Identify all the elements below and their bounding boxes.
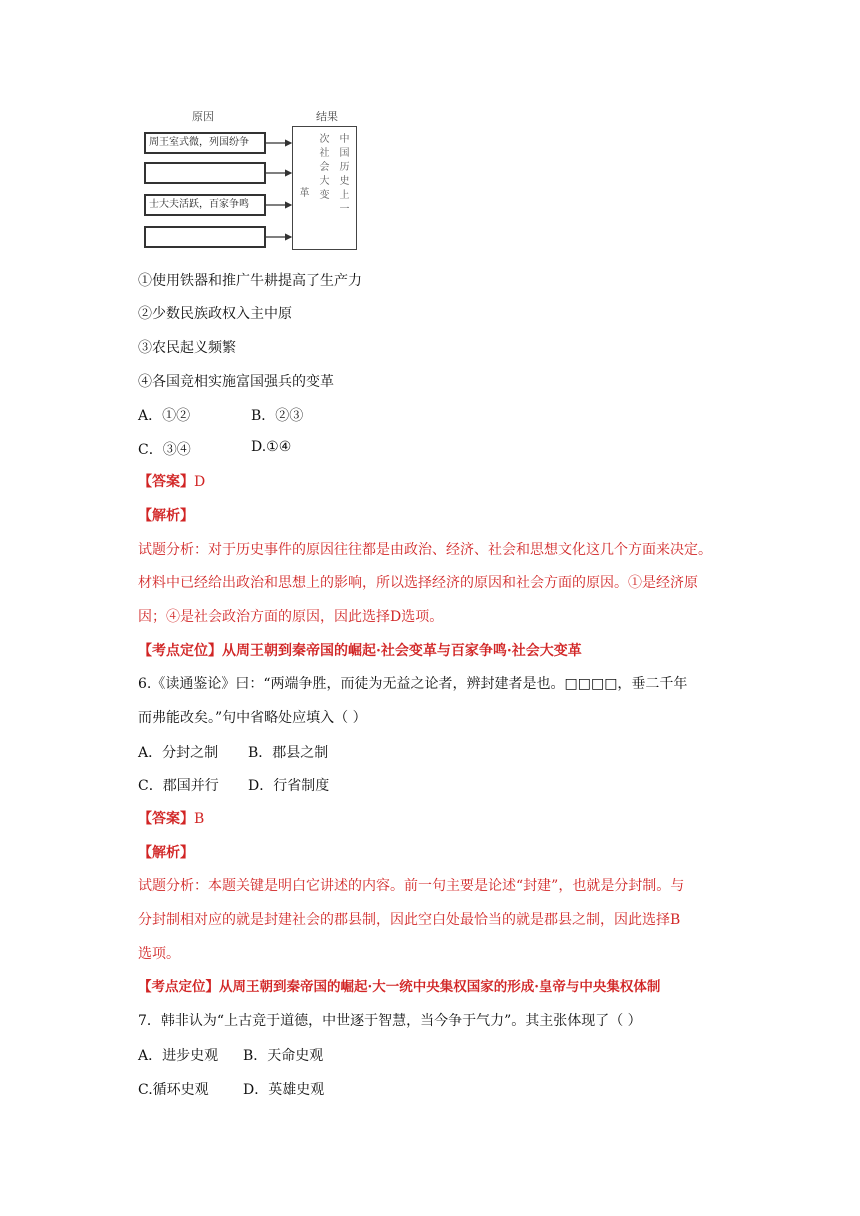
result-text-col2: 次社会大变	[317, 133, 328, 203]
q6-option-b: B．郡县之制	[248, 745, 329, 761]
result-box	[292, 126, 357, 250]
q5-item-2: ②少数民族政权入主中原	[138, 306, 292, 322]
q5-item-3: ③农民起义频繁	[138, 340, 236, 356]
cause-result-diagram	[140, 104, 390, 254]
cause-box-3: 士大夫活跃，百家争鸣	[144, 194, 266, 216]
q6-analysis-label: 【解析】	[138, 845, 194, 861]
q6-analysis-line-3: 选项。	[138, 946, 180, 962]
q5-item-1: ①使用铁器和推广牛耕提高了生产力	[138, 273, 362, 289]
q7-option-c: C.循环史观	[138, 1082, 209, 1098]
q6-answer-value: B	[194, 811, 205, 827]
q5-answer-label: 【答案】	[138, 474, 194, 490]
q5-analysis-line-1: 试题分析：对于历史事件的原因往往都是由政治、经济、社会和思想文化这几个方面来决定。	[138, 542, 712, 558]
q5-answer	[138, 472, 205, 492]
cause-header: 原因	[192, 110, 214, 123]
q6-option-d: D．行省制度	[248, 778, 330, 794]
q5-analysis-line-3: 因；④是社会政治方面的原因，因此选择D选项。	[138, 609, 444, 625]
q7-stem: 7．韩非认为“上古竞于道德，中世逐于智慧，当今争于气力”。其主张体现了（ ）	[138, 1013, 642, 1029]
q5-answer-value: D	[194, 474, 206, 490]
q6-analysis-line-1: 试题分析：本题关键是明白它讲述的内容。前一句主要是论述“封建”，也就是分封制。与	[138, 878, 685, 894]
q6-answer-label: 【答案】	[138, 811, 194, 827]
q5-option-d: D.①④	[251, 439, 292, 455]
q6-option-c: C．郡国并行	[138, 778, 219, 794]
q6-stem-line-2: 而弗能改矣。”句中省略处应填入（ ）	[138, 710, 367, 726]
q5-item-4: ④各国竞相实施富国强兵的变革	[138, 374, 334, 390]
q5-kaodian: 【考点定位】从周王朝到秦帝国的崛起·社会变革与百家争鸣·社会大变革	[138, 643, 582, 659]
q6-stem-line-1: 6.《读通鉴论》曰：“两端争胜，而徒为无益之论者，辨封建者是也。□□□□，垂二千年	[138, 676, 688, 692]
q5-option-c: C．③④	[138, 442, 191, 458]
q5-option-a: A．①②	[138, 408, 191, 424]
q5-option-b: B．②③	[251, 408, 304, 424]
q6-analysis-line-2: 分封制相对应的就是封建社会的郡县制，因此空白处最恰当的就是郡县之制，因此选择B	[138, 912, 681, 928]
q7-option-a: A．进步史观	[138, 1048, 219, 1064]
q6-kaodian: 【考点定位】从周王朝到秦帝国的崛起·大一统中央集权国家的形成·皇帝与中央集权体制	[138, 979, 661, 995]
q6-answer	[138, 809, 204, 829]
q5-analysis-label: 【解析】	[138, 508, 194, 524]
q7-option-b: B．天命史观	[243, 1048, 324, 1064]
q5-analysis-line-2: 材料中已经给出政治和思想上的影响，所以选择经济的原因和社会方面的原因。①是经济原	[138, 575, 698, 591]
result-text-col1: 中国历史上一	[337, 133, 348, 217]
result-text-col3: 革	[297, 187, 308, 201]
result-header: 结果	[316, 110, 338, 123]
q6-option-a: A．分封之制	[138, 745, 219, 761]
cause-box-1: 周王室式微，列国纷争	[144, 132, 266, 154]
q7-option-d: D．英雄史观	[243, 1082, 325, 1098]
